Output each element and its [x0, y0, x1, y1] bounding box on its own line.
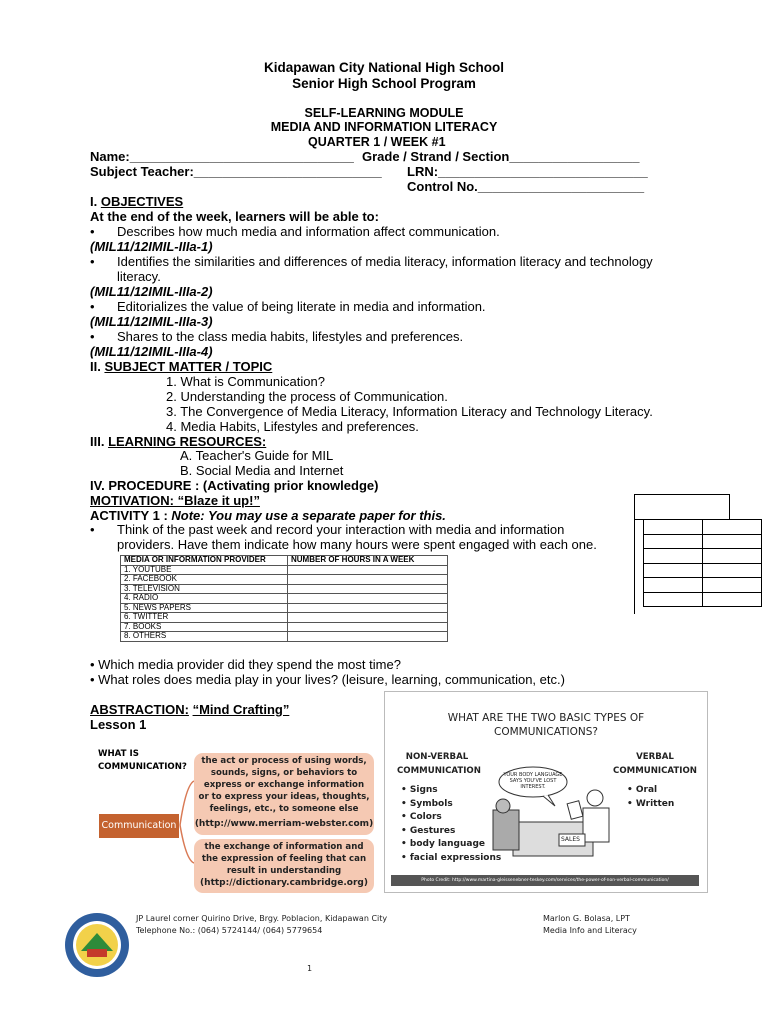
topic-item: 4. Media Habits, Lifestyles and preferences.: [166, 419, 419, 434]
side-cell[interactable]: [703, 578, 762, 593]
photo-credit: Photo Credit: http://www.martina-gleissenebner-teskey.com/services/the-power-of-non-verbal-communication/: [391, 875, 699, 886]
table-header-row: [121, 556, 448, 566]
definition-text: the act or process of using words, sounds, signs, or behaviors to express or exchange information or to express your ideas, thoughts, feelings, etc., to someone else: [198, 756, 370, 814]
footer-course: Media Info and Literacy: [543, 926, 637, 935]
verbal-heading: VERBAL COMMUNICATION: [613, 752, 697, 776]
list-item: • Symbols: [401, 798, 453, 809]
table-cell: 7. BOOKS: [121, 622, 288, 632]
bullet-icon: •: [90, 299, 95, 314]
hours-input[interactable]: [288, 584, 448, 594]
hours-input[interactable]: [288, 603, 448, 613]
school-seal-icon: [63, 911, 131, 979]
side-cell[interactable]: [644, 549, 703, 564]
objective-item: Identifies the similarities and differences of media literacy, information literacy and technology literacy.: [117, 254, 653, 284]
resource-item: B. Social Media and Internet: [180, 463, 344, 478]
school-name: Kidapawan City National High School: [263, 60, 505, 75]
hours-input[interactable]: [288, 613, 448, 623]
bullet-icon: •: [90, 254, 95, 269]
list-item: • Colors: [401, 812, 442, 822]
resources-heading: III. LEARNING RESOURCES:: [90, 434, 267, 449]
table-cell: 4. RADIO: [121, 594, 288, 604]
communication-types-figure: [384, 691, 708, 893]
side-cell[interactable]: [703, 549, 762, 564]
side-cell[interactable]: [703, 592, 762, 607]
table-cell: 1. YOUTUBE: [121, 565, 288, 575]
side-table-frame: [634, 494, 768, 614]
side-cell[interactable]: [703, 520, 762, 535]
subject-matter-heading: II. SUBJECT MATTER / TOPIC: [90, 359, 273, 374]
quarter-label: QUARTER 1 / WEEK #1: [308, 135, 446, 149]
table-cell: 5. NEWS PAPERS: [121, 603, 288, 613]
name-field[interactable]: Name:_______________________________: [90, 149, 354, 164]
abstraction-heading: ABSTRACTION: “Mind Crafting”: [90, 702, 290, 717]
table-row: [121, 575, 448, 585]
side-cell[interactable]: [644, 592, 703, 607]
table-row: [121, 603, 448, 613]
footer-author: Marlon G. Bolasa, LPT: [543, 914, 630, 923]
objective-code: (MIL11/12IMIL-IIIa-2): [90, 284, 213, 299]
definition-bubble: [194, 839, 374, 893]
topic-item: 1. What is Communication?: [166, 374, 325, 389]
topic-item: 3. The Convergence of Media Literacy, Information Literacy and Technology Literacy.: [166, 404, 653, 419]
question-item: • What roles does media play in your lives? (leisure, learning, communication, etc.): [90, 672, 565, 687]
table-cell: 2. FACEBOOK: [121, 575, 288, 585]
nonverbal-heading: NON-VERBAL COMMUNICATION: [397, 752, 481, 776]
topic-item: 2. Understanding the process of Communication.: [166, 389, 448, 404]
control-field[interactable]: Control No._______________________: [407, 179, 645, 194]
table-cell: 6. TWITTER: [121, 613, 288, 623]
footer-telephone: Telephone No.: (064) 5724144/ (064) 5779654: [136, 926, 323, 935]
list-item: • body language: [401, 839, 485, 849]
page-number: 1: [307, 964, 313, 973]
activity-heading: ACTIVITY 1 : Note: You may use a separate paper for this.: [90, 508, 446, 523]
motivation-heading: MOTIVATION: “Blaze it up!”: [90, 493, 260, 508]
side-cell[interactable]: [644, 534, 703, 549]
list-item: • Written: [627, 798, 675, 809]
list-item: • Oral: [627, 785, 658, 795]
concept-question: WHAT IS COMMUNICATION?: [98, 749, 187, 772]
table-row: [121, 632, 448, 642]
table-header: NUMBER OF HOURS IN A WEEK: [288, 556, 448, 566]
hours-input[interactable]: [288, 575, 448, 585]
table-row: [121, 622, 448, 632]
objectives-heading: I. OBJECTIVES: [90, 194, 184, 209]
lesson-label: Lesson 1: [90, 717, 147, 732]
side-table: [643, 519, 762, 607]
list-item: • facial expressions: [401, 852, 502, 863]
table-row: [121, 594, 448, 604]
table-row: [121, 613, 448, 623]
subject-title: MEDIA AND INFORMATION LITERACY: [270, 120, 498, 134]
side-cell[interactable]: [644, 520, 703, 535]
side-cell[interactable]: [644, 578, 703, 593]
program-name: Senior High School Program: [292, 76, 476, 91]
media-hours-table: [120, 555, 448, 642]
footer-address: JP Laurel corner Quirino Drive, Brgy. Poblacion, Kidapawan City: [136, 914, 388, 923]
bullet-icon: •: [90, 224, 95, 239]
side-cell[interactable]: [644, 563, 703, 578]
bullet-icon: •: [90, 329, 95, 344]
objective-code: (MIL11/12IMIL-IIIa-3): [90, 314, 213, 329]
objective-item: Describes how much media and information affect communication.: [117, 224, 500, 239]
hours-input[interactable]: [288, 622, 448, 632]
teacher-field[interactable]: Subject Teacher:__________________________: [90, 164, 382, 179]
module-label: SELF-LEARNING MODULE: [304, 106, 464, 120]
verbal-list: [627, 784, 674, 811]
objectives-intro: At the end of the week, learners will be able to:: [90, 209, 379, 224]
table-row: [121, 565, 448, 575]
hours-input[interactable]: [288, 565, 448, 575]
side-table-header: [635, 494, 730, 520]
resource-item: A. Teacher's Guide for MIL: [180, 448, 334, 463]
speech-bubble-text: YOUR BODY LANGUAGE SAYS YOU'VE LOST INTEREST.: [503, 772, 563, 790]
lrn-field[interactable]: LRN:_____________________________: [407, 164, 648, 179]
definition-text: the exchange of information and the expression of feeling that can result in understanding: [201, 842, 367, 876]
activity-instruction: Think of the past week and record your interaction with media and information providers. Have them indicate how many hours were spent engaged with each one.: [117, 522, 597, 552]
objective-item: Shares to the class media habits, lifestyles and preferences.: [117, 329, 464, 344]
table-cell: 8. OTHERS: [121, 632, 288, 642]
table-row: [121, 584, 448, 594]
sales-sign: SALES: [561, 836, 580, 843]
side-cell[interactable]: [703, 563, 762, 578]
table-cell: 3. TELEVISION: [121, 584, 288, 594]
list-item: • Gestures: [401, 825, 456, 836]
hours-input[interactable]: [288, 594, 448, 604]
communication-concept-map: [90, 745, 374, 893]
side-cell[interactable]: [703, 534, 762, 549]
objective-code: (MIL11/12IMIL-IIIa-1): [90, 239, 213, 254]
objective-code: (MIL11/12IMIL-IIIa-4): [90, 344, 213, 359]
list-item: • Signs: [401, 785, 438, 795]
grade-field[interactable]: Grade / Strand / Section__________________: [362, 149, 640, 164]
question-item: • Which media provider did they spend the most time?: [90, 657, 401, 672]
procedure-heading: IV. PROCEDURE : (Activating prior knowledge): [90, 478, 379, 493]
objective-item: Editorializes the value of being literate in media and information.: [117, 299, 486, 314]
source-link[interactable]: (http://www.merriam-webster.com): [194, 819, 374, 829]
bullet-icon: •: [90, 522, 95, 537]
communication-node: Communication: [99, 814, 179, 838]
source-link[interactable]: (http://dictionary.cambridge.org): [200, 878, 368, 888]
figure-title: WHAT ARE THE TWO BASIC TYPES OF COMMUNICATIONS?: [447, 712, 645, 738]
table-header: MEDIA OR INFORMATION PROVIDER: [121, 556, 288, 566]
definition-bubble: [194, 753, 374, 835]
hours-input[interactable]: [288, 632, 448, 642]
